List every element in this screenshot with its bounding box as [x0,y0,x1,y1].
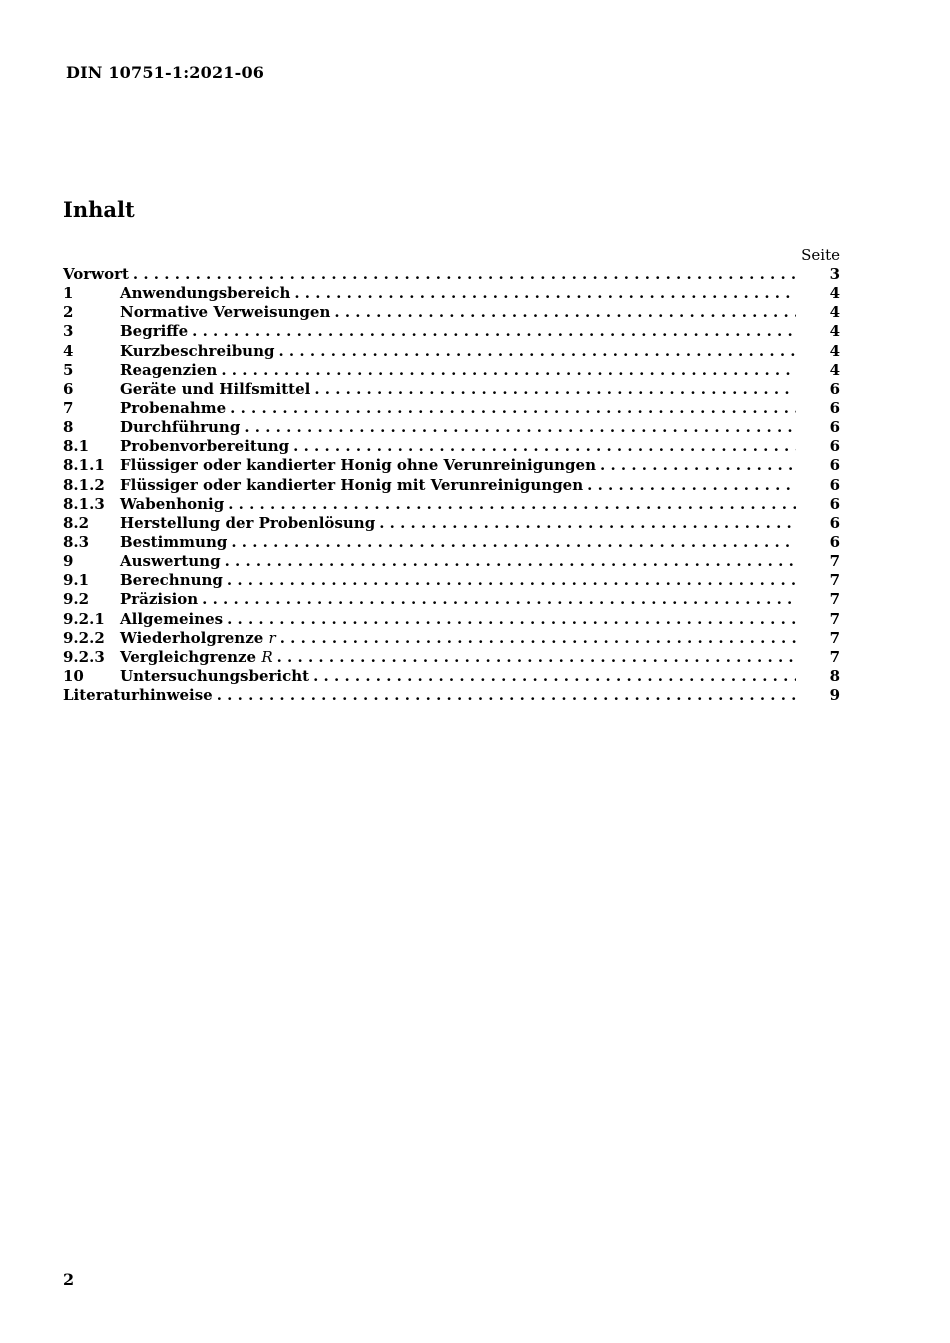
toc-entry-title[interactable] [120,456,600,475]
toc-entry-page: 9 [829,686,840,705]
toc-entry-title-text: Flüssiger oder kandierter Honig mit Verunreinigungen [120,475,584,494]
document-id: DIN 10751-1:2021-06 [66,63,265,82]
toc-entry-title-text: Vorwort [63,265,129,283]
toc-entry-title[interactable] [120,380,314,399]
toc-entry[interactable] [63,686,840,705]
toc-entry-title[interactable] [120,342,278,361]
page-column-label: Seite [801,246,840,264]
toc-leader-dots [133,265,796,284]
toc-entry-title-text: Bestimmung [120,532,228,551]
toc-entry-title-text: Probenvorbereitung [120,437,290,456]
toc-entry-title[interactable] [120,629,280,648]
toc-entry-title-text: Anwendungsbereich [120,284,291,303]
toc-entry-title-text: Durchführung [120,418,241,437]
toc-entry-page: 3 [829,265,840,283]
toc-entry-page: 6 [829,398,840,417]
toc-entry-number: 9 [63,552,74,571]
toc-entry-title[interactable] [120,571,227,590]
toc-leader-dots [221,361,796,380]
toc-leader-dots [314,380,796,399]
toc-entry-number: 8.2 [63,513,90,532]
toc-entry[interactable] [63,476,840,495]
toc-entry-title[interactable] [120,667,313,686]
toc-entry[interactable] [63,265,840,284]
toc-entry-title-text: Herstellung der Probenlösung [120,513,376,532]
toc-entry-page: 7 [829,647,840,666]
toc-entry-number: 8.1.2 [63,475,105,494]
toc-leader-dots [313,667,796,686]
toc-leader-dots [334,303,796,322]
toc-entry-number: 8 [63,418,74,437]
toc-leader-dots [293,437,796,456]
toc-entry-page: 7 [829,552,840,571]
toc-entry-title-text: Präzision [120,590,199,609]
toc-entry-title-text: Wabenhonig [120,494,225,513]
toc-entry-title[interactable] [120,495,228,514]
toc-entry-title-text: Auswertung [120,552,221,571]
toc-entry-page: 4 [829,341,840,360]
toc-leader-dots [227,571,796,590]
toc-entry-page: 4 [829,322,840,341]
toc-entry-title-text: Wiederholgrenze [120,628,264,647]
toc-entry-number: 9.2 [63,590,90,609]
toc-entry-title[interactable] [120,399,230,418]
toc-entry-page: 7 [829,628,840,647]
toc-entry-number: 8.1 [63,437,90,456]
toc-leader-dots [231,533,796,552]
toc-entry-number: 9.2.1 [63,609,105,628]
toc-entry-number: 6 [63,379,74,398]
toc-entry-title-text: Literaturhinweise [63,686,213,705]
toc-entry[interactable] [63,648,840,667]
toc-entry-number: 8.3 [63,532,90,551]
toc-leader-dots [277,648,796,667]
toc-entry-number: 8.1.1 [63,456,105,475]
toc-entry-number: 3 [63,322,74,341]
toc-entry[interactable] [63,418,840,437]
page-number: 2 [63,1270,75,1289]
toc-entry[interactable] [63,303,840,322]
toc-entry[interactable] [63,552,840,571]
toc-entry-page: 8 [829,666,840,685]
toc-entry[interactable] [63,456,840,475]
toc-entry-page: 6 [829,418,840,437]
table-of-contents [63,265,840,705]
toc-entry-page: 6 [829,513,840,532]
toc-entry-number: 8.1.3 [63,494,105,513]
toc-entry-title-text: Kurzbeschreibung [120,341,275,360]
toc-entry-title-text: Vergleichgrenze [120,647,257,666]
toc-entry-title-text: Probenahme [120,398,227,417]
toc-entry-page: 7 [829,590,840,609]
toc-entry-title[interactable] [120,648,277,667]
toc-entry-title[interactable] [63,686,217,705]
toc-entry-page: 6 [829,456,840,475]
toc-leader-dots [294,284,796,303]
toc-entry-title[interactable] [63,265,133,284]
toc-entry-page: 6 [829,532,840,551]
toc-entry-title[interactable] [120,610,227,629]
toc-entry-number: 2 [63,303,74,322]
toc-entry[interactable] [63,361,840,380]
toc-entry-title-text: Flüssiger oder kandierter Honig ohne Verunreinigungen [120,456,596,475]
toc-entry[interactable] [63,610,840,629]
toc-entry-title[interactable] [120,303,334,322]
toc-entry-title[interactable] [120,533,231,552]
toc-leader-dots [379,514,796,533]
toc-entry-number: 9.2.3 [63,647,105,666]
toc-entry[interactable] [63,590,840,609]
toc-entry-page: 4 [829,303,840,322]
toc-entry-title[interactable] [120,552,225,571]
toc-entry-title-text: Berechnung [120,571,223,590]
toc-entry-title-text: Untersuchungsbericht [120,666,310,685]
toc-entry[interactable] [63,380,840,399]
toc-entry[interactable] [63,437,840,456]
toc-entry-title-text: Allgemeines [120,609,224,628]
toc-entry-page: 7 [829,609,840,628]
toc-leader-dots [244,418,796,437]
toc-leader-dots [192,322,796,341]
toc-entry[interactable] [63,342,840,361]
toc-entry[interactable] [63,629,840,648]
toc-entry-title[interactable] [120,476,587,495]
toc-entry[interactable] [63,399,840,418]
toc-entry-symbol: r [268,628,276,647]
toc-entry-number: 1 [63,284,74,303]
toc-entry-page: 6 [829,475,840,494]
toc-entry-title[interactable] [120,514,379,533]
toc-entry-title-text: Normative Verweisungen [120,303,331,322]
toc-leader-dots [217,686,796,705]
toc-entry-page: 7 [829,571,840,590]
toc-entry-number: 5 [63,360,74,379]
toc-title: Inhalt [63,197,135,222]
toc-entry-title-text: Begriffe [120,322,189,341]
toc-entry-title-text: Reagenzien [120,360,218,379]
toc-entry-page: 4 [829,360,840,379]
toc-entry-title[interactable] [120,284,294,303]
toc-entry[interactable] [63,667,840,686]
toc-entry-title[interactable] [120,418,244,437]
toc-entry-number: 9.2.2 [63,628,105,647]
toc-leader-dots [600,456,796,475]
toc-entry-page: 6 [829,437,840,456]
toc-leader-dots [228,495,796,514]
toc-entry-title[interactable] [120,437,293,456]
toc-entry-title[interactable] [120,322,192,341]
toc-entry-number: 10 [63,666,84,685]
toc-entry[interactable] [63,284,840,303]
toc-entry-symbol: R [261,647,273,666]
toc-entry-title[interactable] [120,590,202,609]
toc-entry-number: 7 [63,398,74,417]
toc-entry-page: 6 [829,379,840,398]
toc-entry[interactable] [63,571,840,590]
toc-entry[interactable] [63,533,840,552]
toc-leader-dots [202,590,796,609]
toc-leader-dots [587,476,796,495]
toc-entry[interactable] [63,322,840,341]
toc-leader-dots [280,629,796,648]
toc-leader-dots [227,610,796,629]
toc-entry-title[interactable] [120,361,221,380]
toc-entry[interactable] [63,495,840,514]
toc-entry-page: 4 [829,284,840,303]
toc-leader-dots [278,342,796,361]
toc-entry-number: 9.1 [63,571,90,590]
toc-entry-page: 6 [829,494,840,513]
toc-leader-dots [230,399,796,418]
toc-entry-number: 4 [63,341,74,360]
toc-entry[interactable] [63,514,840,533]
toc-entry-title-text: Geräte und Hilfsmittel [120,379,311,398]
toc-leader-dots [225,552,796,571]
